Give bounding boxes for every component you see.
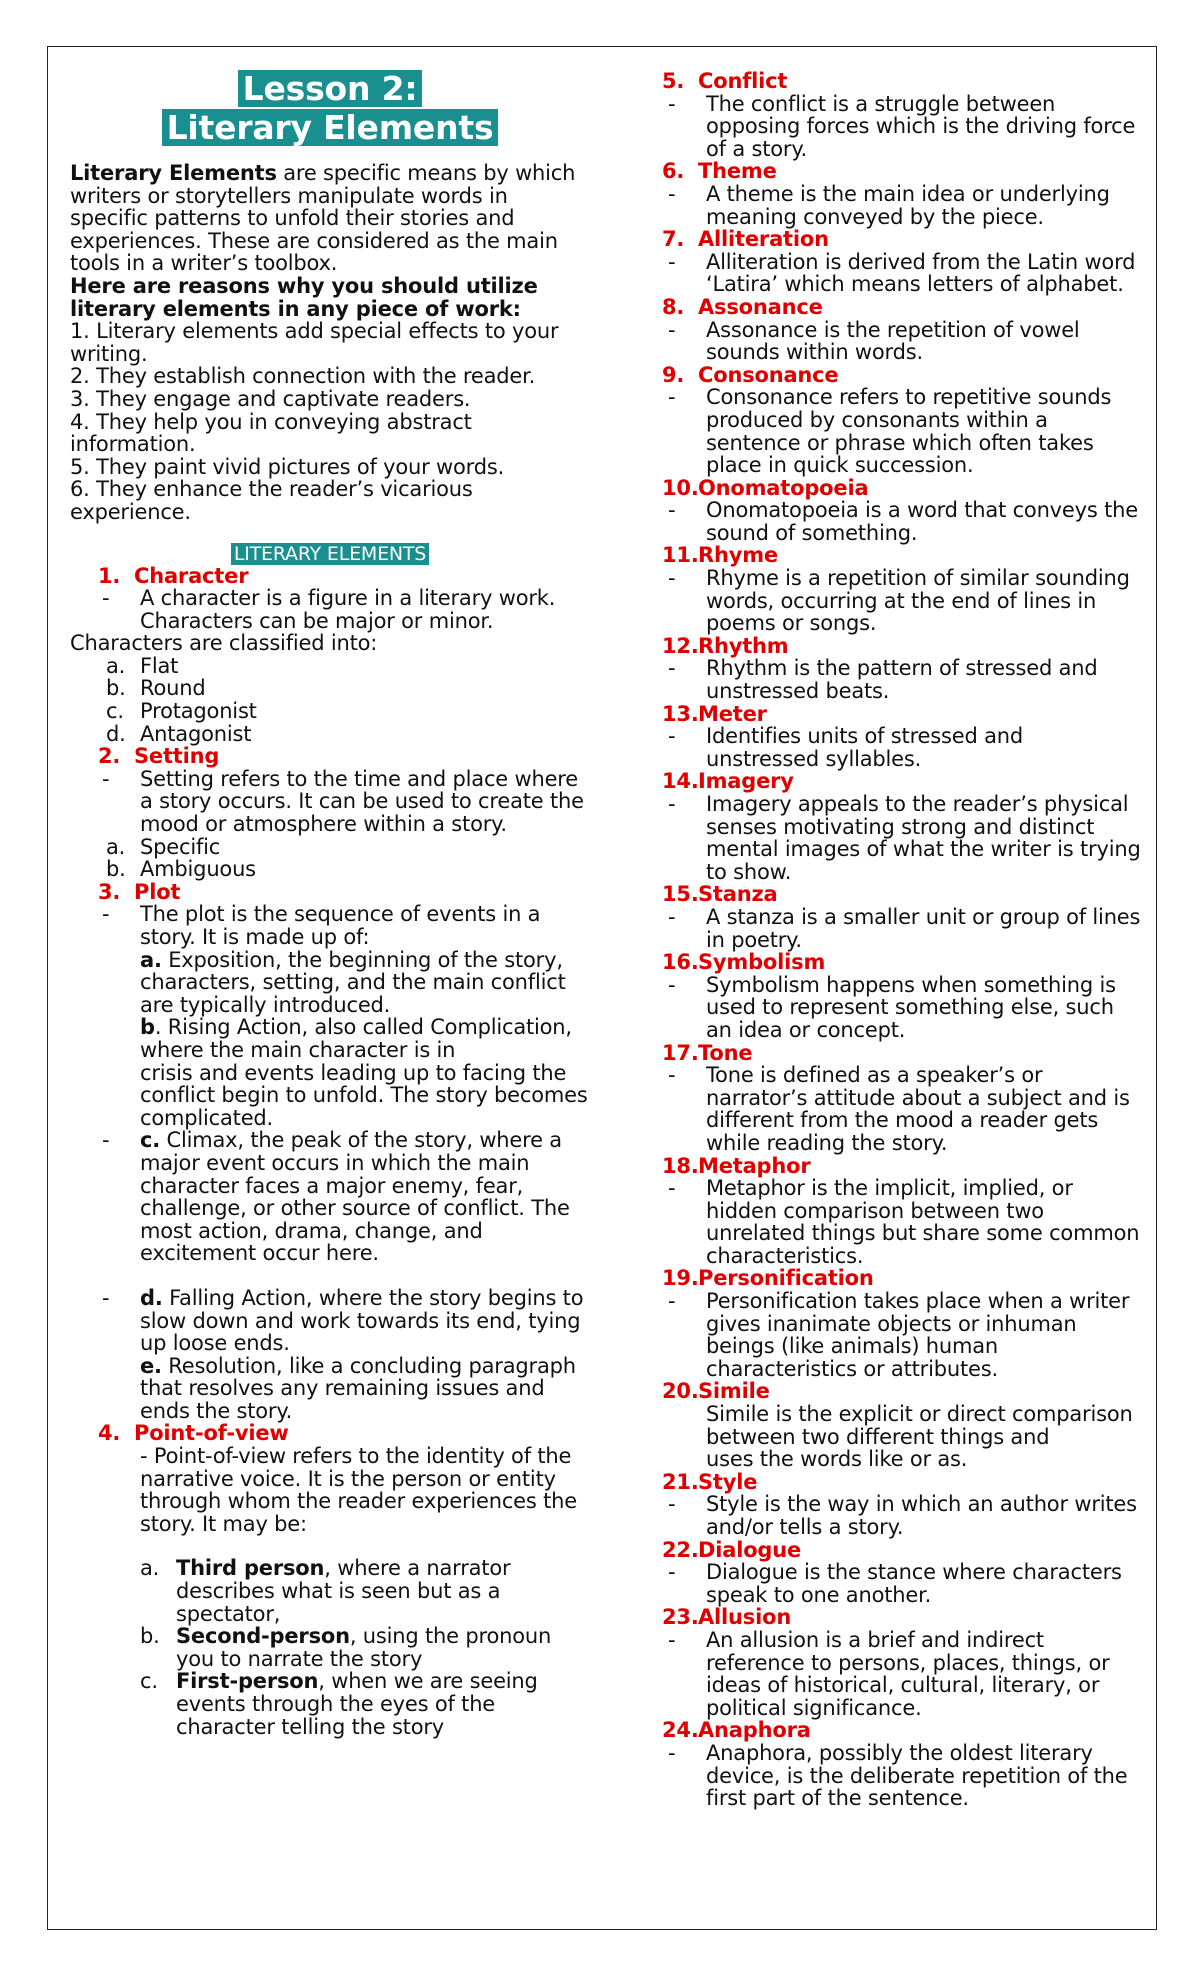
plot-part-falling-action: - d. Falling Action, where the story begins to slow down and work towards its end, tying up loose ends.	[102, 1285, 584, 1356]
element-heading-character: 1. Character	[98, 563, 249, 588]
intro-lead: Literary Elements	[70, 161, 277, 185]
element-heading-meter: 13.Meter	[662, 701, 767, 726]
title-line-2: Literary Elements	[162, 109, 499, 146]
element-heading-consonance: 9. Consonance	[662, 362, 839, 387]
element-definition: - Consonance refers to repetitive sounds produced by consonants within a sentence or phrase which often takes place in quick succession.	[668, 385, 1112, 478]
plot-part-exposition: a. Exposition, the beginning of the story, characters, setting, and the main conflict are typically introduced.	[140, 947, 566, 1017]
element-definition: - The conflict is a struggle between opposing forces which is the driving force of a story.	[668, 91, 1136, 161]
element-heading-theme: 6. Theme	[662, 159, 777, 184]
element-heading-onomatopoeia: 10.Onomatopoeia	[662, 475, 869, 500]
element-definition: Simile is the explicit or direct comparison between two different things and	[706, 1402, 1133, 1449]
reasons-list	[70, 320, 590, 523]
element-heading-stanza: 15.Stanza	[662, 882, 778, 907]
character-type: b. Round	[106, 676, 206, 701]
reason-item: 2. They establish connection with the reader.	[70, 364, 536, 389]
element-heading-rhyme: 11.Rhyme	[662, 543, 778, 568]
element-heading-imagery: 14.Imagery	[662, 769, 794, 794]
plot-part-resolution: e. Resolution, like a concluding paragraph that resolves any remaining issues and ends the story.	[140, 1353, 576, 1423]
character-type: a. Flat	[106, 653, 179, 678]
element-heading-allusion: 23.Allusion	[662, 1605, 792, 1630]
element-heading-conflict: 5. Conflict	[662, 69, 788, 93]
element-heading-dialogue: 22.Dialogue	[662, 1537, 802, 1562]
element-definition: - Alliteration is derived from the Latin word ‘Latira’ which means letters of alphabet.	[668, 249, 1136, 297]
element-heading-symbolism: 16.Symbolism	[662, 950, 826, 975]
element-definition: - Onomatopoeia is a word that conveys the sound of something.	[668, 498, 1138, 545]
character-classified: Characters are classified into:	[70, 631, 378, 656]
element-heading-plot: 3. Plot	[98, 879, 181, 904]
element-definition: - Point-of-view refers to the identity of the narrative voice. It is the person or entity through whom the reader experiences the story. It may be:	[140, 1444, 577, 1536]
element-heading-rhythm: 12.Rhythm	[662, 633, 789, 658]
character-type: c. Protagonist	[106, 699, 257, 724]
element-definition: - Setting refers to the time and place where a story occurs. It can be used to create the mood or atmosphere within a story.	[102, 766, 584, 837]
reason-item: 3. They engage and captivate readers.	[70, 386, 471, 411]
element-definition: - Identifies units of stressed and unstressed syllables.	[668, 724, 1023, 771]
element-heading-assonance: 8. Assonance	[662, 294, 823, 319]
reasons-heading: Here are reasons why you should utilize literary elements in any piece of work:	[70, 273, 538, 321]
setting-type: a. Specific	[106, 834, 221, 859]
element-heading-simile: 20.Simile	[662, 1379, 770, 1404]
element-definition: - Imagery appeals to the reader’s physical senses motivating strong and distinct mental images of what the writer is trying to show.	[668, 792, 1141, 884]
element-definition: - Assonance is the repetition of vowel sounds within words.	[668, 317, 1080, 365]
setting-type: b. Ambiguous	[106, 857, 256, 882]
element-heading-anaphora: 24.Anaphora	[662, 1718, 811, 1743]
title-line-1: Lesson 2:	[238, 70, 423, 107]
intro-text: are specific means by which writers or storytellers manipulate words in specific patterns to unfold their stories and experiences. These are considered as the main tools in a writer’s toolbox.	[70, 161, 576, 276]
reason-item: 4. They help you in conveying abstract information.	[70, 409, 472, 457]
plot-part-rising-action-cont: crisis and events leading up to facing the conflict begin to unfold. The story becomes complicated.	[140, 1060, 588, 1130]
element-heading-tone: 17.Tone	[662, 1040, 753, 1065]
element-definition: - Personification takes place when a writer gives inanimate objects or inhuman beings (like animals) human characteristics or attributes.	[668, 1289, 1130, 1381]
element-heading-style: 21.Style	[662, 1469, 758, 1494]
element-definition: - Dialogue is the stance where characters speak to one another.	[668, 1560, 1122, 1607]
element-definition: - Rhyme is a repetition of similar sounding words, occurring at the end of lines in poems or songs.	[668, 566, 1130, 636]
element-definition: - A stanza is a smaller unit or group of lines in poetry.	[668, 904, 1141, 952]
pov-type: c. First-person, when we are seeing events through the eyes of the character telling the story	[140, 1669, 538, 1739]
element-definition: - Tone is defined as a speaker’s or narrator’s attitude about a subject and is different from the mood a reader gets while reading the story.	[668, 1063, 1130, 1155]
plot-part-rising-action: b. Rising Action, also called Complication, where the main character is in	[140, 1015, 572, 1062]
section-heading-wrap	[70, 542, 590, 565]
right-column	[662, 70, 1142, 1810]
element-heading-personification: 19.Personification	[662, 1266, 874, 1291]
element-definition: - A theme is the main idea or underlying meaning conveyed by the piece.	[668, 181, 1110, 229]
section-heading: LITERARY ELEMENTS	[231, 543, 429, 565]
element-heading-metaphor: 18.Metaphor	[662, 1153, 811, 1178]
reason-item: 6. They enhance the reader’s vicarious experience.	[70, 477, 473, 524]
element-definition: - Rhythm is the pattern of stressed and unstressed beats.	[668, 656, 1098, 704]
element-definition: - Symbolism happens when something is used to represent something else, such an idea or concept.	[668, 972, 1116, 1042]
element-heading-point-of-view: 4. Point-of-view	[98, 1421, 289, 1446]
element-definition: - Metaphor is the implicit, implied, or hidden comparison between two unrelated things but share some common characteristics.	[668, 1176, 1140, 1268]
intro-paragraph	[70, 162, 590, 275]
element-definition: - The plot is the sequence of events in a story. It is made up of:	[102, 902, 541, 949]
element-definition-cont: uses the words like or as.	[706, 1447, 968, 1472]
character-type: d. Antagonist	[106, 721, 252, 746]
element-definition: - Style is the way in which an author writes and/or tells a story.	[668, 1492, 1137, 1539]
plot-part-climax: - c. Climax, the peak of the story, where a major event occurs in which the main character faces a major enemy, fear, challenge, or other source of conflict. The most action, drama, change, and excitement occur here.	[102, 1128, 570, 1266]
element-definition: - Anaphora, possibly the oldest literary device, is the deliberate repetition of the first part of the sentence.	[668, 1740, 1128, 1811]
element-definition: - A character is a figure in a literary work. Characters can be major or minor.	[102, 586, 556, 633]
left-column	[70, 0, 590, 1738]
pov-type: b. Second-person, using the pronoun you to narrate the story	[140, 1624, 552, 1671]
element-heading-setting: 2. Setting	[98, 744, 220, 769]
element-definition: - An allusion is a brief and indirect reference to persons, places, things, or ideas of historical, cultural, literary, or political significance.	[668, 1627, 1110, 1720]
lesson-title	[70, 70, 590, 148]
reason-item: 5. They paint vivid pictures of your words.	[70, 454, 505, 479]
reason-item: 1. Literary elements add special effects to your writing.	[70, 319, 559, 366]
element-heading-alliteration: 7. Alliteration	[662, 227, 829, 252]
pov-type: a. Third person, where a narrator describes what is seen but as a spectator,	[140, 1556, 511, 1626]
